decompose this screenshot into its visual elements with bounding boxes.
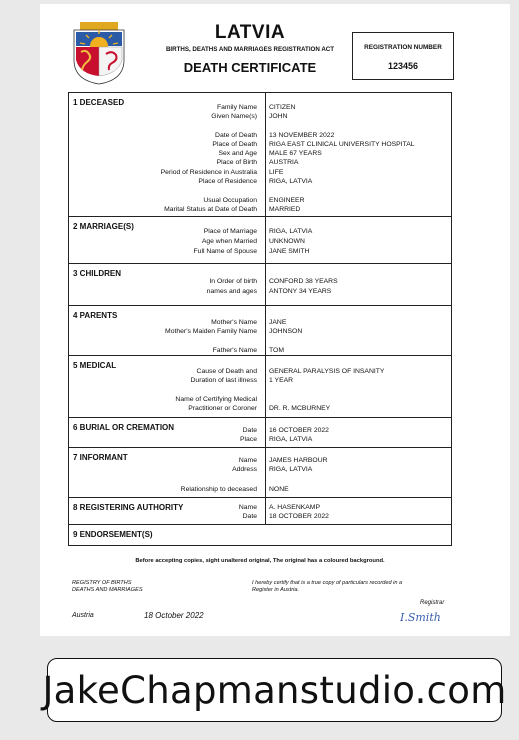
field-label: Given Name(s) (211, 113, 257, 120)
column-divider (265, 448, 266, 497)
field-label: Mother's Name (211, 319, 257, 326)
issue-place: Austria (72, 612, 94, 619)
field-label: Usual Occupation (203, 197, 257, 204)
registry-line: REGISTRY OF BIRTHS (72, 580, 132, 586)
burial-place-value: RIGA, LATVIA (269, 436, 313, 443)
field-label: Date (242, 427, 257, 434)
column-divider (265, 418, 266, 447)
field-label: Mother's Maiden Family Name (165, 328, 257, 335)
column-divider (265, 356, 266, 417)
registry-name (72, 580, 143, 594)
date-of-death-value: 13 NOVEMBER 2022 (269, 132, 335, 139)
section-endorsement (69, 525, 451, 545)
occupation-value: ENGINEER (269, 197, 305, 204)
registration-act: BIRTHS, DEATHS AND MARRIAGES REGISTRATION ACT (165, 46, 335, 53)
field-label: Name (238, 504, 257, 511)
column-divider (265, 93, 266, 216)
section-title: 3 CHILDREN (73, 269, 122, 278)
section-title: 2 MARRIAGE(S) (73, 222, 134, 231)
field-label: Practitioner or Coroner (188, 405, 257, 412)
section-title: 1 DECEASED (73, 98, 125, 107)
section-title: 9 ENDORSEMENT(S) (73, 530, 153, 539)
given-names-value: JOHN (269, 113, 288, 120)
father-name-value: TOM (269, 347, 284, 354)
sex-age-value: MALE 67 YEARS (269, 150, 322, 157)
field-label: Name of Certifying Medical (175, 396, 257, 403)
country-title: LATVIA (214, 22, 286, 43)
issue-date: 18 October 2022 (144, 611, 204, 620)
field-label: Relationship to deceased (180, 486, 257, 493)
section-title: 6 BURIAL OR CREMATION (73, 423, 175, 432)
field-label: Address (232, 466, 257, 473)
illness-duration-value: 1 YEAR (269, 377, 294, 384)
section-parents (69, 306, 451, 356)
field-label: Duration of last illness (190, 377, 257, 384)
section-burial (69, 418, 451, 448)
mother-name-value: JANE (269, 319, 287, 326)
registrar-signature: I.Smith (400, 611, 441, 624)
field-label: Marital Status at Date of Death (164, 206, 257, 213)
marital-status-value: MARRIED (269, 206, 301, 213)
section-title: 4 PARENTS (73, 311, 118, 320)
latvia-coat-of-arms-icon (68, 16, 130, 86)
residence-period-value: LIFE (269, 169, 284, 176)
field-label: Place of Birth (216, 159, 257, 166)
registry-line: DEATHS AND MARRIAGES (72, 587, 143, 593)
field-label: Place of Death (212, 141, 257, 148)
field-label: Place of Marriage (203, 228, 257, 235)
certificate-title: DEATH CERTIFICATE (183, 60, 317, 75)
section-title: 5 MEDICAL (73, 361, 117, 370)
field-label: Father's Name (212, 347, 257, 354)
family-name-value: CITIZEN (269, 104, 296, 111)
informant-name-value: JAMES HARBOUR (269, 457, 328, 464)
authority-name-value: A. HASENKAMP (269, 504, 320, 511)
place-of-birth-value: AUSTRIA (269, 159, 299, 166)
field-label: Age when Married (201, 238, 257, 245)
section-deceased (69, 93, 451, 217)
column-divider (265, 217, 266, 263)
field-label: Period of Residence in Australia (160, 169, 257, 176)
section-medical (69, 356, 451, 418)
place-of-death-value: RIGA EAST CLINICAL UNIVERSITY HOSPITAL (269, 141, 415, 148)
field-label: names and ages (206, 288, 257, 295)
informant-address-value: RIGA, LATVIA (269, 466, 313, 473)
certify-line: Register in Austria. (252, 587, 300, 593)
burial-date-value: 16 OCTOBER 2022 (269, 427, 329, 434)
field-label: Cause of Death and (196, 368, 257, 375)
column-divider (265, 306, 266, 355)
place-of-residence-value: RIGA, LATVIA (269, 178, 313, 185)
field-label: Full Name of Spouse (193, 248, 257, 255)
marriage-age-value: UNKNOWN (269, 238, 305, 245)
field-label: In Order of birth (209, 278, 257, 285)
cause-of-death-value: GENERAL PARALYSIS OF INSANITY (269, 368, 385, 375)
section-title: 8 REGISTERING AUTHORITY (73, 503, 184, 512)
registration-box (352, 32, 454, 80)
child-value: CONFORD 38 YEARS (269, 278, 338, 285)
mother-maiden-value: JOHNSON (269, 328, 303, 335)
certifier-value: DR. R. MCBURNEY (269, 405, 331, 412)
field-label: Date of Death (215, 132, 257, 139)
registration-number-label: REGISTRATION NUMBER (364, 44, 442, 51)
certification-statement (252, 580, 402, 594)
field-label: Place (239, 436, 257, 443)
certificate-table (68, 92, 452, 546)
marriage-place-value: RIGA, LATVIA (269, 228, 313, 235)
registration-number: 123456 (387, 61, 419, 71)
field-label: Sex and Age (218, 150, 257, 157)
column-divider (265, 498, 266, 524)
column-divider (265, 264, 266, 305)
registration-date-value: 18 OCTOBER 2022 (269, 513, 329, 520)
section-title: 7 INFORMANT (73, 453, 128, 462)
spouse-name-value: JANE SMITH (269, 248, 310, 255)
certify-line: I hereby certify that is a true copy of particulars recorded in a (252, 580, 403, 586)
copy-notice: Before accepting copies, sight unaltered original, The original has a coloured background. (135, 558, 385, 564)
field-label: Name (238, 457, 257, 464)
section-children (69, 264, 451, 306)
child-value: ANTONY 34 YEARS (269, 288, 332, 295)
watermark-banner (42, 658, 507, 722)
watermark-text: JakeChapmanstudio.com (42, 668, 507, 712)
registrar-label: Registrar (420, 600, 445, 606)
section-marriage (69, 217, 451, 264)
relationship-value: NONE (269, 486, 289, 493)
section-registering-authority (69, 498, 451, 525)
section-informant (69, 448, 451, 498)
field-label: Family Name (216, 104, 257, 111)
field-label: Date (242, 513, 257, 520)
field-label: Place of Residence (198, 178, 257, 185)
